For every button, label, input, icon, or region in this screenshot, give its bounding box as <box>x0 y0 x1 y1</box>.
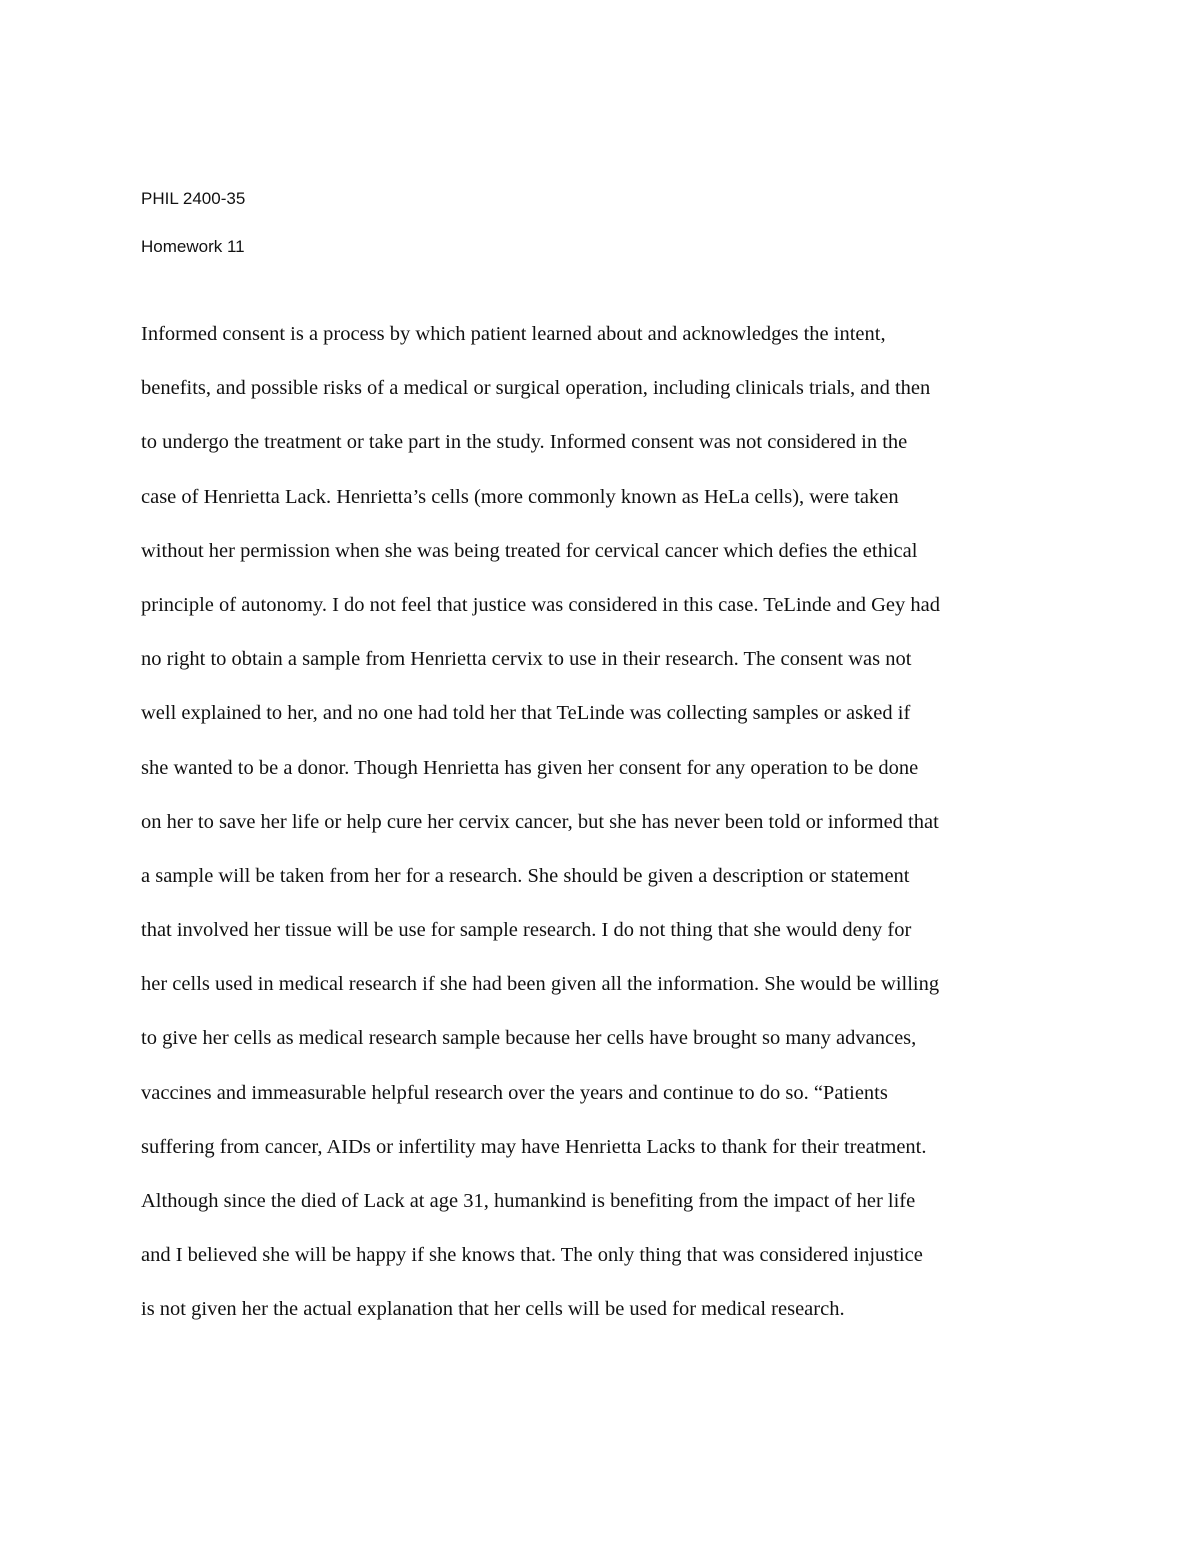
paragraph-line: to give her cells as medical research sample because her cells have brought so many advances, <box>141 1027 917 1050</box>
paragraph-line: Although since the died of Lack at age 31, humankind is benefiting from the impact of her life <box>141 1190 916 1212</box>
paragraph-line: Informed consent is a process by which patient learned about and acknowledges the intent, <box>141 323 886 345</box>
paragraph-line: on her to save her life or help cure her cervix cancer, but she has never been told or informed that <box>141 810 939 833</box>
assignment-label: Homework 11 <box>141 237 245 256</box>
essay-paragraph <box>141 316 1071 1346</box>
paragraph-line: no right to obtain a sample from Henrietta cervix to use in their research. The consent was not <box>141 648 912 671</box>
paragraph-line: to undergo the treatment or take part in the study. Informed consent was not considered in the <box>141 431 908 454</box>
paragraph-line: her cells used in medical research if she had been given all the information. She would be willing <box>141 973 940 996</box>
paragraph-line: and I believed she will be happy if she knows that. The only thing that was considered injustice <box>141 1244 923 1267</box>
paragraph-line: a sample will be taken from her for a research. She should be given a description or statement <box>141 864 910 887</box>
course-label: PHIL 2400-35 <box>141 189 246 208</box>
paragraph-line: vaccines and immeasurable helpful research over the years and continue to do so. “Patients <box>141 1081 888 1104</box>
paragraph-line: case of Henrietta Lack. Henrietta’s cells (more commonly known as HeLa cells), were taken <box>141 485 899 508</box>
paragraph-line: she wanted to be a donor. Though Henrietta has given her consent for any operation to be done <box>141 756 919 779</box>
paragraph-line: principle of autonomy. I do not feel that justice was considered in this case. TeLinde and Gey had <box>141 593 940 616</box>
document-header <box>141 188 245 258</box>
paragraph-line: benefits, and possible risks of a medical or surgical operation, including clinicals trials, and then <box>141 377 931 400</box>
paragraph-line: well explained to her, and no one had told her that TeLinde was collecting samples or asked if <box>141 702 911 725</box>
paragraph-line: is not given her the actual explanation that her cells will be used for medical research. <box>141 1298 845 1321</box>
paragraph-line: suffering from cancer, AIDs or infertility may have Henrietta Lacks to thank for their treatment. <box>141 1135 927 1158</box>
paragraph-line: without her permission when she was being treated for cervical cancer which defies the ethical <box>141 539 918 562</box>
paragraph-line: that involved her tissue will be use for sample research. I do not thing that she would deny for <box>141 919 912 942</box>
